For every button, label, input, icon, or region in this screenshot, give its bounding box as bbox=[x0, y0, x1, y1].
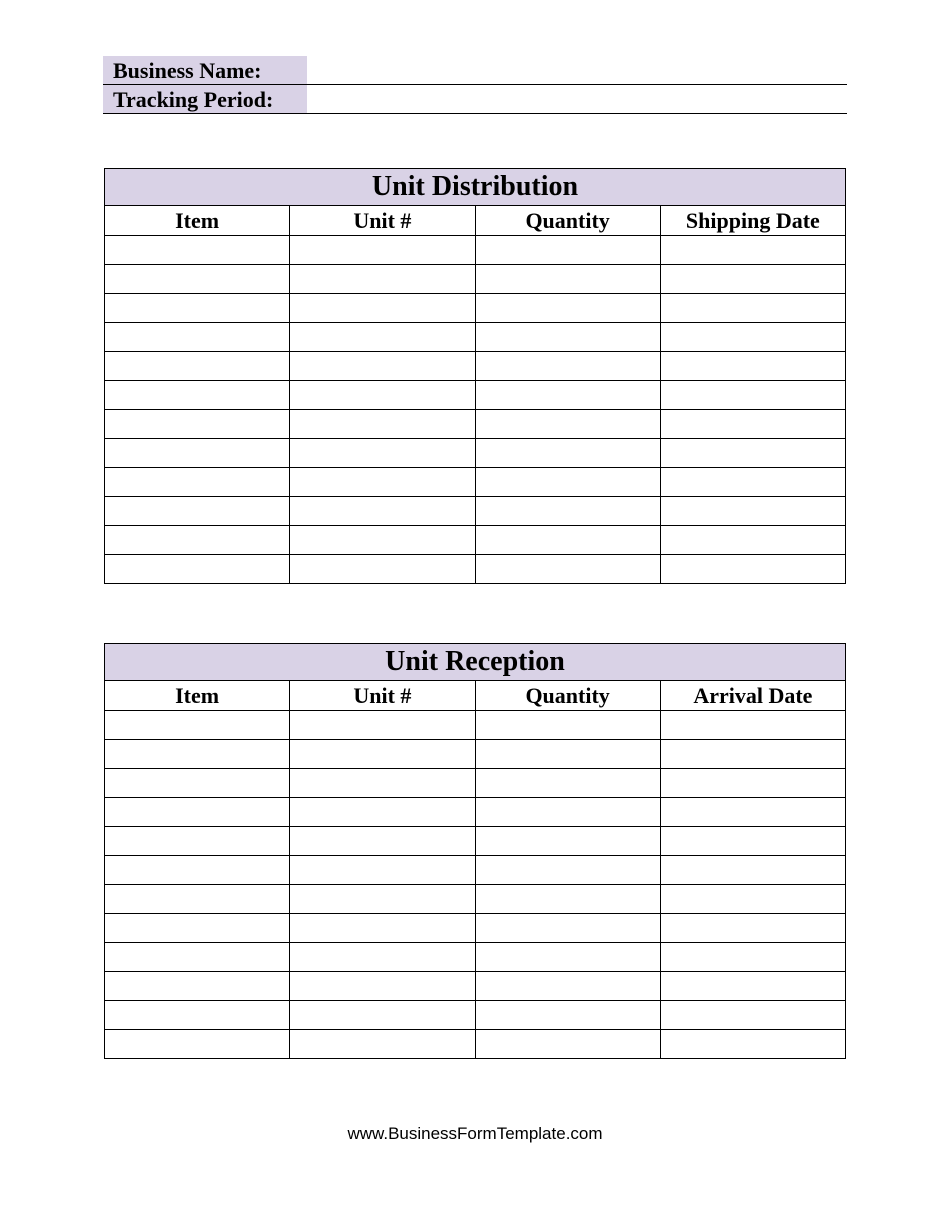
table-cell[interactable] bbox=[475, 885, 660, 914]
table-row bbox=[105, 323, 846, 352]
table-row bbox=[105, 885, 846, 914]
table-cell[interactable] bbox=[290, 914, 475, 943]
table-cell[interactable] bbox=[290, 1001, 475, 1030]
table-cell[interactable] bbox=[475, 769, 660, 798]
table-cell[interactable] bbox=[475, 711, 660, 740]
table-cell[interactable] bbox=[105, 468, 290, 497]
column-header-unit-number: Unit # bbox=[290, 206, 475, 236]
business-name-label: Business Name: bbox=[103, 56, 307, 84]
table-cell[interactable] bbox=[660, 497, 845, 526]
table-cell[interactable] bbox=[660, 769, 845, 798]
table-row bbox=[105, 265, 846, 294]
table-cell[interactable] bbox=[290, 526, 475, 555]
table-cell[interactable] bbox=[290, 972, 475, 1001]
table-cell[interactable] bbox=[475, 265, 660, 294]
table-cell[interactable] bbox=[290, 769, 475, 798]
footer-website: www.BusinessFormTemplate.com bbox=[347, 1124, 603, 1143]
table-row bbox=[105, 972, 846, 1001]
column-header-quantity: Quantity bbox=[475, 206, 660, 236]
table-cell[interactable] bbox=[105, 526, 290, 555]
table-cell[interactable] bbox=[105, 439, 290, 468]
table-cell[interactable] bbox=[475, 294, 660, 323]
table-cell[interactable] bbox=[105, 323, 290, 352]
table-cell[interactable] bbox=[290, 798, 475, 827]
tracking-period-field[interactable] bbox=[307, 85, 847, 113]
table-cell[interactable] bbox=[660, 885, 845, 914]
table-cell[interactable] bbox=[105, 410, 290, 439]
table-cell[interactable] bbox=[660, 711, 845, 740]
table-cell[interactable] bbox=[290, 265, 475, 294]
table-cell[interactable] bbox=[660, 381, 845, 410]
table-cell[interactable] bbox=[105, 740, 290, 769]
table-row bbox=[105, 914, 846, 943]
header-block bbox=[103, 56, 847, 114]
table-row bbox=[105, 526, 846, 555]
table-row bbox=[105, 497, 846, 526]
table-cell[interactable] bbox=[290, 1030, 475, 1059]
table-cell[interactable] bbox=[660, 827, 845, 856]
table-cell[interactable] bbox=[475, 439, 660, 468]
table-cell[interactable] bbox=[660, 236, 845, 265]
table-cell[interactable] bbox=[660, 914, 845, 943]
table-cell[interactable] bbox=[105, 236, 290, 265]
table-row bbox=[105, 439, 846, 468]
table-row bbox=[105, 740, 846, 769]
column-header-arrival-date: Arrival Date bbox=[660, 681, 845, 711]
table-cell[interactable] bbox=[105, 497, 290, 526]
table-row bbox=[105, 381, 846, 410]
table-row bbox=[105, 769, 846, 798]
table-cell[interactable] bbox=[290, 856, 475, 885]
unit-reception-title: Unit Reception bbox=[105, 644, 846, 681]
table-cell[interactable] bbox=[660, 798, 845, 827]
table-cell[interactable] bbox=[290, 323, 475, 352]
column-header-unit-number: Unit # bbox=[290, 681, 475, 711]
table-cell[interactable] bbox=[475, 1001, 660, 1030]
table-row bbox=[105, 294, 846, 323]
table-cell[interactable] bbox=[475, 381, 660, 410]
table-cell[interactable] bbox=[475, 1030, 660, 1059]
table-cell[interactable] bbox=[660, 526, 845, 555]
table-cell[interactable] bbox=[290, 740, 475, 769]
unit-reception-body bbox=[105, 711, 846, 1059]
table-cell[interactable] bbox=[660, 740, 845, 769]
table-cell[interactable] bbox=[105, 265, 290, 294]
table-cell[interactable] bbox=[105, 294, 290, 323]
table-cell[interactable] bbox=[475, 236, 660, 265]
table-cell[interactable] bbox=[290, 497, 475, 526]
table-row bbox=[105, 1030, 846, 1059]
table-cell[interactable] bbox=[105, 885, 290, 914]
table-cell[interactable] bbox=[475, 943, 660, 972]
table-cell[interactable] bbox=[290, 352, 475, 381]
table-cell[interactable] bbox=[475, 972, 660, 1001]
table-cell[interactable] bbox=[105, 352, 290, 381]
table-row bbox=[105, 352, 846, 381]
unit-distribution-body bbox=[105, 236, 846, 584]
table-cell[interactable] bbox=[290, 294, 475, 323]
table-cell[interactable] bbox=[105, 856, 290, 885]
business-name-row bbox=[103, 56, 847, 85]
column-header-item: Item bbox=[105, 681, 290, 711]
table-cell[interactable] bbox=[660, 972, 845, 1001]
table-cell[interactable] bbox=[105, 1030, 290, 1059]
table-cell[interactable] bbox=[105, 827, 290, 856]
table-cell[interactable] bbox=[660, 1001, 845, 1030]
table-row bbox=[105, 555, 846, 584]
table-cell[interactable] bbox=[660, 856, 845, 885]
column-header-shipping-date: Shipping Date bbox=[660, 206, 845, 236]
table-row bbox=[105, 827, 846, 856]
table-cell[interactable] bbox=[105, 711, 290, 740]
table-cell[interactable] bbox=[475, 323, 660, 352]
table-cell[interactable] bbox=[475, 798, 660, 827]
column-header-item: Item bbox=[105, 206, 290, 236]
table-cell[interactable] bbox=[290, 827, 475, 856]
table-cell[interactable] bbox=[660, 468, 845, 497]
table-cell[interactable] bbox=[660, 555, 845, 584]
table-cell[interactable] bbox=[475, 827, 660, 856]
table-cell[interactable] bbox=[660, 352, 845, 381]
table-cell[interactable] bbox=[290, 439, 475, 468]
table-cell[interactable] bbox=[290, 468, 475, 497]
table-row bbox=[105, 236, 846, 265]
table-cell[interactable] bbox=[105, 943, 290, 972]
table-cell[interactable] bbox=[660, 943, 845, 972]
table-cell[interactable] bbox=[660, 1030, 845, 1059]
table-row bbox=[105, 856, 846, 885]
table-cell[interactable] bbox=[475, 555, 660, 584]
column-header-quantity: Quantity bbox=[475, 681, 660, 711]
unit-reception-table bbox=[104, 643, 846, 1059]
table-cell[interactable] bbox=[660, 265, 845, 294]
table-cell[interactable] bbox=[475, 526, 660, 555]
table-cell[interactable] bbox=[290, 555, 475, 584]
table-cell[interactable] bbox=[290, 943, 475, 972]
table-cell[interactable] bbox=[475, 914, 660, 943]
table-cell[interactable] bbox=[105, 1001, 290, 1030]
table-row bbox=[105, 468, 846, 497]
table-row bbox=[105, 410, 846, 439]
table-cell[interactable] bbox=[290, 885, 475, 914]
table-cell[interactable] bbox=[475, 468, 660, 497]
table-cell[interactable] bbox=[290, 711, 475, 740]
table-row bbox=[105, 1001, 846, 1030]
table-cell[interactable] bbox=[105, 769, 290, 798]
table-cell[interactable] bbox=[475, 352, 660, 381]
tracking-period-row bbox=[103, 85, 847, 114]
table-cell[interactable] bbox=[475, 497, 660, 526]
table-cell[interactable] bbox=[290, 410, 475, 439]
table-cell[interactable] bbox=[475, 410, 660, 439]
table-cell[interactable] bbox=[660, 323, 845, 352]
table-row bbox=[105, 943, 846, 972]
table-cell[interactable] bbox=[660, 294, 845, 323]
table-cell[interactable] bbox=[105, 555, 290, 584]
table-cell[interactable] bbox=[105, 798, 290, 827]
table-cell[interactable] bbox=[660, 410, 845, 439]
unit-distribution-table bbox=[104, 168, 846, 584]
business-name-field[interactable] bbox=[307, 56, 847, 84]
table-row bbox=[105, 711, 846, 740]
table-cell[interactable] bbox=[105, 972, 290, 1001]
table-cell[interactable] bbox=[475, 740, 660, 769]
table-cell[interactable] bbox=[105, 914, 290, 943]
tracking-period-label: Tracking Period: bbox=[103, 85, 307, 113]
table-cell[interactable] bbox=[290, 236, 475, 265]
table-cell[interactable] bbox=[475, 856, 660, 885]
table-row bbox=[105, 798, 846, 827]
unit-distribution-title: Unit Distribution bbox=[105, 169, 846, 206]
table-cell[interactable] bbox=[290, 381, 475, 410]
table-cell[interactable] bbox=[660, 439, 845, 468]
table-cell[interactable] bbox=[105, 381, 290, 410]
